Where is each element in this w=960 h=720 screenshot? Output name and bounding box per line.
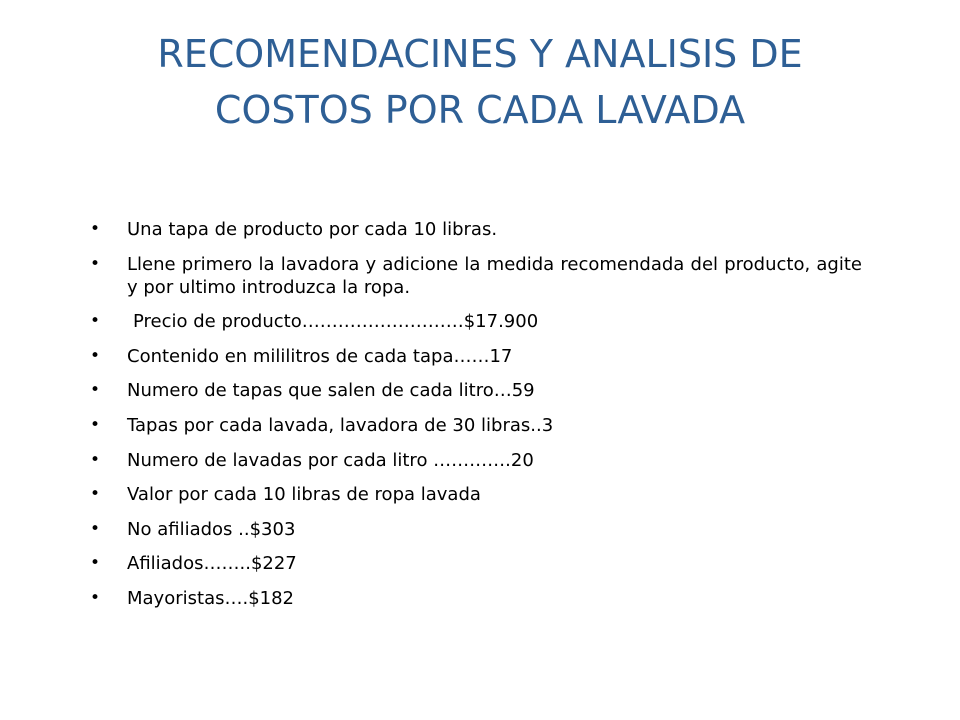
bullet-item [90,345,862,368]
bullet-item [90,449,862,472]
bullet-list [90,218,862,622]
bullet-icon: • [90,587,101,608]
bullet-item [90,587,862,610]
bullet-item [90,552,862,575]
bullet-item [90,379,862,402]
bullet-item [90,253,862,299]
bullet-text: Precio de producto………………………$17.900 [133,311,539,333]
bullet-icon: • [90,345,101,366]
bullet-text: No afiliados ..$303 [127,518,296,540]
bullet-item [90,483,862,506]
bullet-icon: • [90,311,101,332]
bullet-item [90,414,862,437]
bullet-item [90,518,862,541]
bullet-icon: • [90,553,101,574]
bullet-text: Una tapa de producto por cada 10 libras. [127,219,498,240]
bullet-text: Numero de tapas que salen de cada litro…59 [127,380,535,402]
title-line-1: RECOMENDACINES Y ANALISIS DE [157,32,803,76]
bullet-item [90,218,862,241]
bullet-icon: • [90,253,101,274]
bullet-icon: • [90,414,101,435]
bullet-icon: • [90,380,101,401]
slide-title [48,26,912,138]
title-line-2: COSTOS POR CADA LAVADA [214,88,746,132]
bullet-text: Numero de lavadas por cada litro ………….20 [127,449,534,471]
bullet-text: Afiliados……..$227 [127,553,297,575]
bullet-item [90,310,862,333]
bullet-icon: • [90,518,101,539]
bullet-icon: • [90,484,101,505]
bullet-text: Mayoristas….$182 [127,587,295,609]
bullet-icon: • [90,449,101,470]
bullet-text: Valor por cada 10 libras de ropa lavada [127,484,481,506]
bullet-text: Llene primero la lavadora y adicione la medida recomendada del producto, agite y por ultimo introduzca la ropa. [127,253,862,298]
bullet-text: Tapas por cada lavada, lavadora de 30 libras..3 [127,414,554,436]
bullet-text: Contenido en mililitros de cada tapa……17 [127,345,513,367]
bullet-icon: • [90,219,101,239]
